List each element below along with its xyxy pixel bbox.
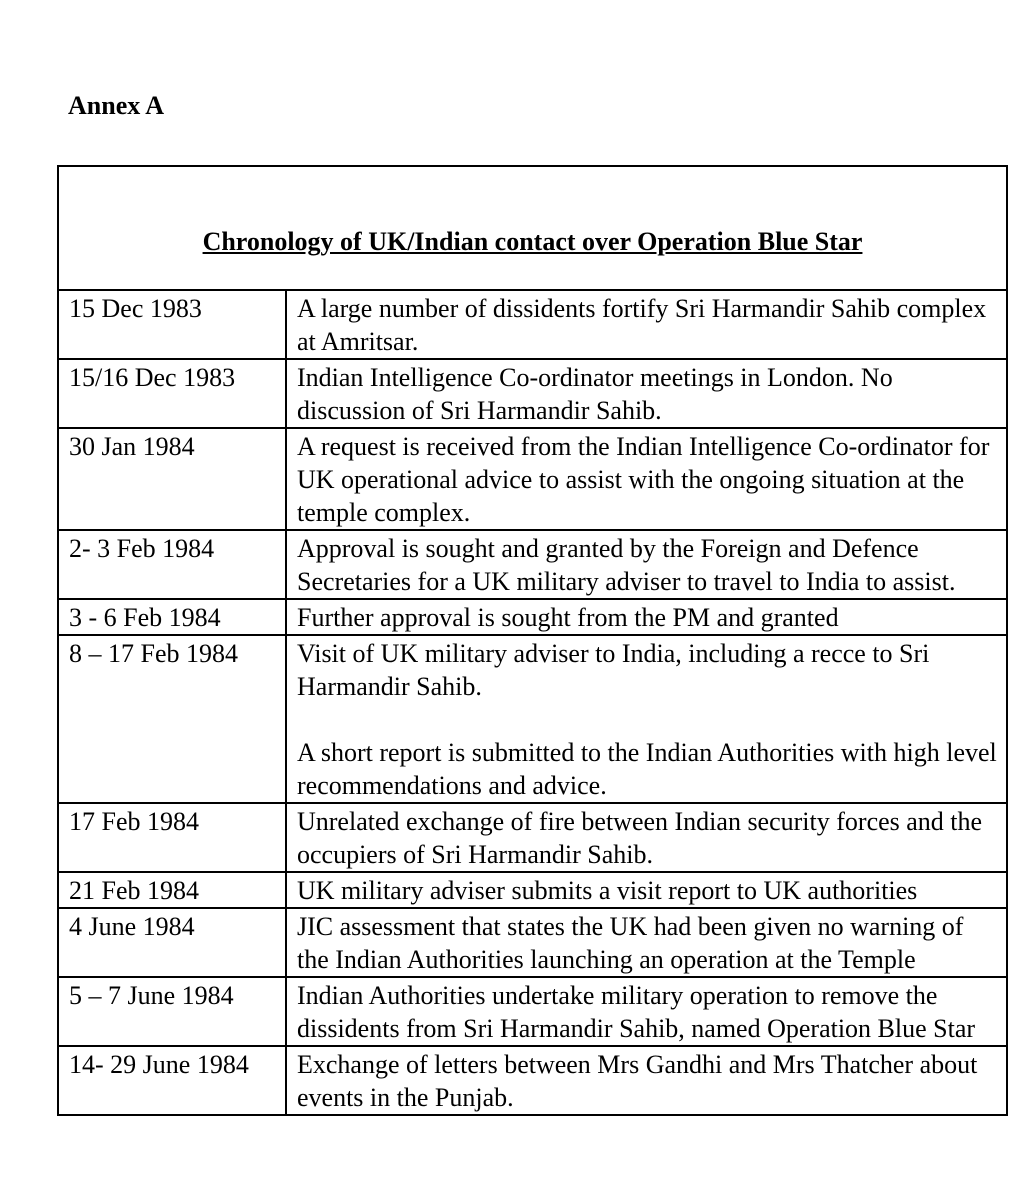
table-row xyxy=(58,1046,1007,1115)
table-row xyxy=(58,359,1007,428)
table-row xyxy=(58,908,1007,977)
row-event-paragraph: A short report is submitted to the Indian Authorities with high level recommendations and advice. xyxy=(297,738,997,800)
row-event: A large number of dissidents fortify Sri Harmandir Sahib complex at Amritsar. xyxy=(286,290,1007,359)
row-event: Indian Authorities undertake military operation to remove the dissidents from Sri Harmandir Sahib, named Operation Blue Star xyxy=(286,977,1007,1046)
row-date: 3 - 6 Feb 1984 xyxy=(58,599,286,635)
row-date: 30 Jan 1984 xyxy=(58,428,286,530)
row-event: A request is received from the Indian Intelligence Co-ordinator for UK operational advice to assist with the ongoing situation at the temple complex. xyxy=(286,428,1007,530)
row-event: Approval is sought and granted by the Foreign and Defence Secretaries for a UK military adviser to travel to India to assist. xyxy=(286,530,1007,599)
row-event: Exchange of letters between Mrs Gandhi and Mrs Thatcher about events in the Punjab. xyxy=(286,1046,1007,1115)
table-title-cell xyxy=(58,166,1007,290)
table-title: Chronology of UK/Indian contact over Operation Blue Star xyxy=(202,226,863,256)
row-event: UK military adviser submits a visit report to UK authorities xyxy=(286,872,1007,908)
table-title-row xyxy=(58,166,1007,290)
row-event-paragraph: Visit of UK military adviser to India, including a recce to Sri Harmandir Sahib. xyxy=(297,639,930,701)
row-event-multi xyxy=(286,635,1007,803)
chronology-table xyxy=(57,165,1008,1116)
table-row xyxy=(58,530,1007,599)
table-row xyxy=(58,872,1007,908)
row-event: JIC assessment that states the UK had been given no warning of the Indian Authorities launching an operation at the Temple xyxy=(286,908,1007,977)
row-event: Indian Intelligence Co-ordinator meetings in London. No discussion of Sri Harmandir Sahib. xyxy=(286,359,1007,428)
annex-heading: Annex A xyxy=(68,91,165,120)
table-row xyxy=(58,803,1007,872)
row-date: 15/16 Dec 1983 xyxy=(58,359,286,428)
table-row xyxy=(58,977,1007,1046)
row-date: 17 Feb 1984 xyxy=(58,803,286,872)
row-date: 15 Dec 1983 xyxy=(58,290,286,359)
row-date: 5 – 7 June 1984 xyxy=(58,977,286,1046)
row-date: 14- 29 June 1984 xyxy=(58,1046,286,1115)
table-row xyxy=(58,428,1007,530)
row-date: 8 – 17 Feb 1984 xyxy=(58,635,286,803)
row-date: 21 Feb 1984 xyxy=(58,872,286,908)
table-row xyxy=(58,635,1007,803)
table-row xyxy=(58,599,1007,635)
row-date: 4 June 1984 xyxy=(58,908,286,977)
paragraph-gap xyxy=(297,703,1000,736)
row-date: 2- 3 Feb 1984 xyxy=(58,530,286,599)
row-event: Unrelated exchange of fire between Indian security forces and the occupiers of Sri Harmandir Sahib. xyxy=(286,803,1007,872)
row-event: Further approval is sought from the PM and granted xyxy=(286,599,1007,635)
table-row xyxy=(58,290,1007,359)
